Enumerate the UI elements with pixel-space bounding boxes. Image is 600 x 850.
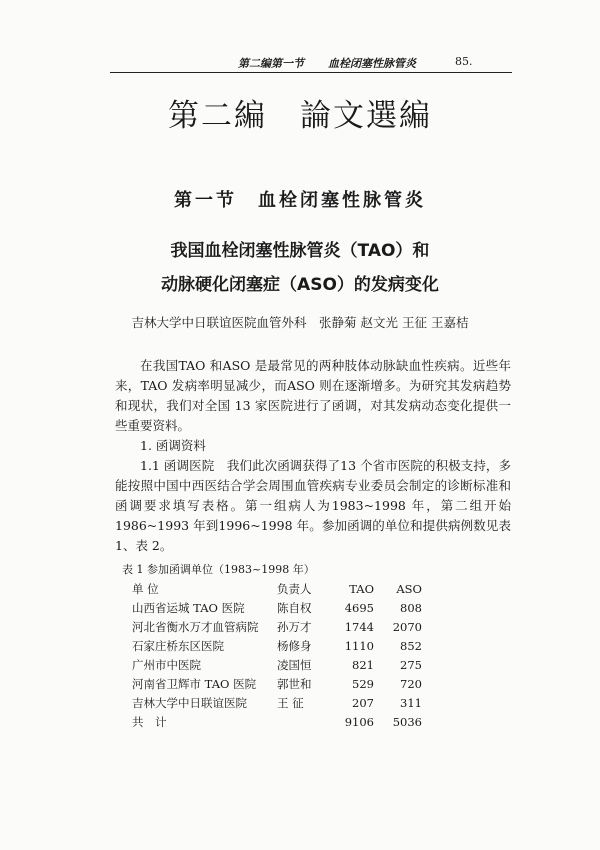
part-title: 第二編 論文選編 bbox=[168, 98, 432, 134]
table-caption: 表 1 参加函调单位（1983~1998 年） bbox=[122, 563, 315, 576]
header-unit: 单 位 bbox=[132, 582, 159, 596]
cell-aso: 275 bbox=[400, 658, 422, 672]
section-title: 第一节 血栓闭塞性脉管炎 bbox=[174, 190, 426, 211]
cell-aso: 311 bbox=[400, 696, 422, 710]
table-row bbox=[132, 599, 422, 618]
cell-aso: 2070 bbox=[392, 620, 422, 634]
total-label: 共 计 bbox=[132, 715, 167, 729]
cell-unit: 石家庄桥东区医院 bbox=[132, 639, 224, 653]
cell-aso: 720 bbox=[400, 677, 422, 691]
cell-tao: 4695 bbox=[344, 601, 374, 615]
cell-person: 凌国恒 bbox=[277, 658, 312, 672]
cell-tao: 529 bbox=[352, 677, 374, 691]
page-number: 85. bbox=[455, 55, 473, 68]
cell-person: 郭世和 bbox=[277, 677, 312, 691]
article-title-line1: 我国血栓闭塞性脉管炎（TAO）和 bbox=[170, 241, 430, 261]
header-person: 负责人 bbox=[277, 582, 312, 596]
cell-person: 孙万才 bbox=[277, 620, 312, 634]
cell-person: 杨修身 bbox=[277, 639, 312, 653]
total-person bbox=[277, 713, 329, 732]
authors: 吉林大学中日联谊医院血管外科 张静菊 赵文光 王征 王嘉桔 bbox=[131, 315, 469, 330]
cell-unit: 广州市中医院 bbox=[132, 658, 201, 672]
table-total-row bbox=[132, 713, 422, 732]
total-tao: 9106 bbox=[344, 715, 374, 729]
cell-aso: 808 bbox=[400, 601, 422, 615]
body-text bbox=[115, 356, 511, 556]
cell-aso: 852 bbox=[400, 639, 422, 653]
table-row bbox=[132, 618, 422, 637]
article-title-line2: 动脉硬化闭塞症（ASO）的发病变化 bbox=[161, 275, 439, 295]
cell-tao: 821 bbox=[352, 658, 374, 672]
header-tao: TAO bbox=[349, 582, 374, 596]
table-row bbox=[132, 656, 422, 675]
cell-tao: 1744 bbox=[344, 620, 374, 634]
cell-person: 陈自权 bbox=[277, 601, 312, 615]
total-aso: 5036 bbox=[392, 715, 422, 729]
header-section-name: 血栓闭塞性脉管炎 bbox=[328, 57, 416, 70]
table-1 bbox=[132, 580, 422, 732]
table-row bbox=[132, 675, 422, 694]
table-header-row bbox=[132, 580, 422, 599]
cell-unit: 河北省衡水万才血管病院 bbox=[132, 620, 259, 634]
cell-unit: 山西省运城 TAO 医院 bbox=[132, 601, 245, 615]
running-header bbox=[110, 52, 512, 73]
cell-unit: 吉林大学中日联谊医院 bbox=[132, 696, 247, 710]
header-part-section: 第二编第一节 bbox=[238, 57, 304, 70]
table-row bbox=[132, 637, 422, 656]
cell-tao: 207 bbox=[352, 696, 374, 710]
cell-tao: 1110 bbox=[344, 639, 374, 653]
cell-person: 王 征 bbox=[277, 696, 304, 710]
header-aso: ASO bbox=[396, 582, 422, 596]
paragraph: 1.1 函调医院 我们此次函调获得了13 个省市医院的积极支持，多能按照中国中西医结合学会周围血管疾病专业委员会制定的诊断标准和函调要求填写表格。第一组病人为1983~1998 年，第二组开始1986~1993 年到1996~1998 年。参加函调的单位和提供病例数见表 1、表 2。 bbox=[115, 458, 511, 553]
subheading: 1. 函调资料 bbox=[140, 438, 206, 453]
cell-unit: 河南省卫辉市 TAO 医院 bbox=[132, 677, 257, 691]
table-row bbox=[132, 694, 422, 713]
content-flow bbox=[115, 356, 511, 732]
paragraph: 在我国TAO 和ASO 是最常见的两种肢体动脉缺血性疾病。近些年来，TAO 发病率明显减少，而ASO 则在逐渐增多。为研究其发病趋势和现状，我们对全国 13 家医院进行了函调，对其发病动态变化提供一些重要资料。 bbox=[115, 358, 511, 433]
